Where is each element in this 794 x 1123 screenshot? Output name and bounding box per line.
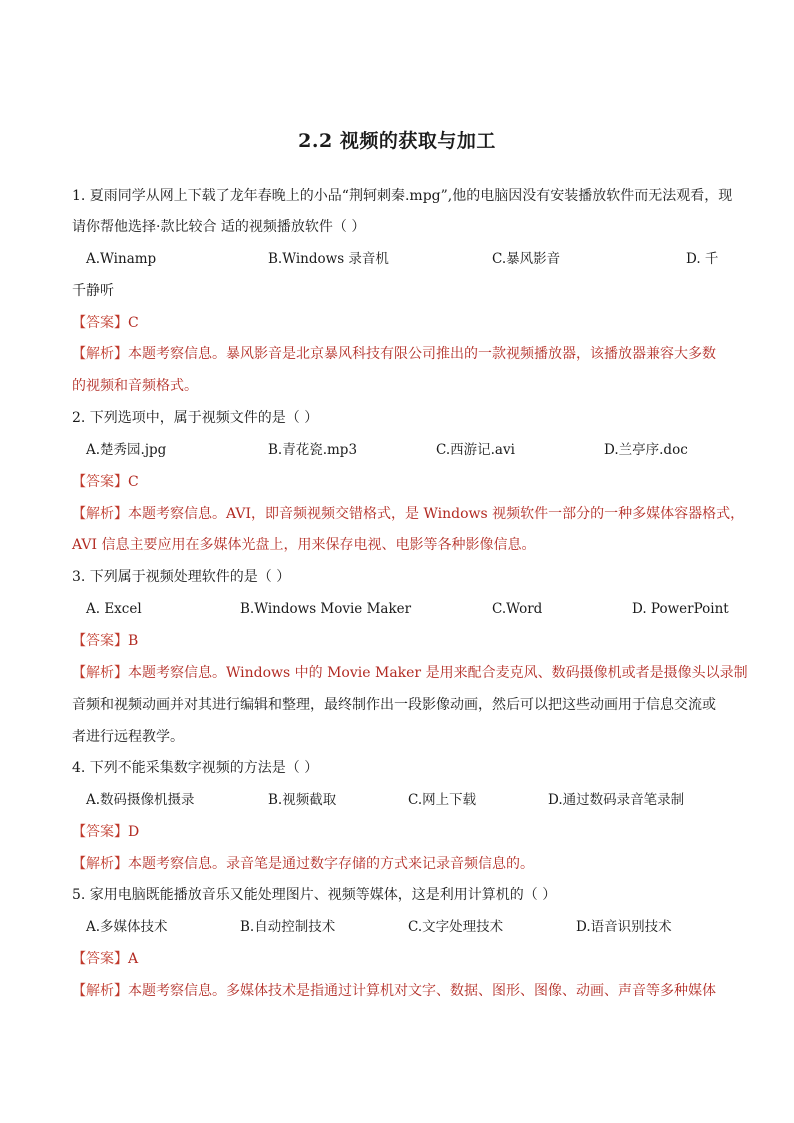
question-3-explanation-line-3: 者进行远程教学。 [72,729,184,745]
question-4-answer [72,822,724,842]
question-2-line-1: 2. 下列选项中，属于视频文件的是（ ） [72,410,319,426]
question-2-option-c: C.西游记.avi [436,442,515,458]
question-2-option-b: B.青花瓷.mp3 [268,442,358,458]
question-1-option-d-continued: 千静听 [72,283,114,299]
question-1-answer [72,313,724,333]
question-5-option-b: B.自动控制技术 [240,919,336,935]
explanation-tag: 【解析】 [72,665,128,681]
question-1-option-c: C.暴风影音 [492,251,561,267]
explanation-text: 本题考察信息。Windows 中的 Movie Maker 是用来配合麦克风、数码摄像机或者是摄像头以录制 [128,665,748,681]
answer-value: C [128,474,139,490]
question-3-option-b: B.Windows Movie Maker [240,601,412,617]
explanation-text: 本题考察信息。AVI，即音频视频交错格式，是 Windows 视频软件一部分的一种多媒体容器格式， [128,506,745,522]
question-2-explanation-line-1 [72,504,745,524]
question-3-option-c: C.Word [492,601,543,617]
question-5-option-d: D.语音识别技术 [576,919,672,935]
page-title: 2.2 视频的获取与加工 [298,130,496,152]
answer-value: D [128,824,140,840]
question-2-option-a: A.楚秀园.jpg [86,442,167,458]
answer-tag: 【答案】 [72,824,128,840]
question-1-line-2: 请你帮他选择·款比较合 适的视频播放软件（ ） [72,219,366,235]
explanation-text: 本题考察信息。暴风影音是北京暴风科技有限公司推出的一款视频播放器，该播放器兼容大多数 [128,346,716,362]
question-1-option-b: B.Windows 录音机 [268,251,389,267]
answer-value: B [128,633,139,649]
question-4-line-1: 4. 下列不能采集数字视频的方法是（ ） [72,760,319,776]
explanation-tag: 【解析】 [72,346,128,362]
explanation-text: 本题考察信息。录音笔是通过数字存储的方式来记录音频信息的。 [128,856,534,872]
question-3-line-1: 3. 下列属于视频处理软件的是（ ） [72,569,291,585]
question-4-option-c: C.网上下载 [408,792,477,808]
explanation-tag: 【解析】 [72,983,128,999]
question-1-option-a: A.Winamp [86,251,157,267]
question-3-option-a: A. Excel [86,601,142,617]
answer-value: A [128,951,139,967]
question-1-explanation-line-2: 的视频和音频格式。 [72,378,198,394]
question-4-option-a: A.数码摄像机摄录 [86,792,195,808]
question-5-line-1: 5. 家用电脑既能播放音乐又能处理图片、视频等媒体，这是利用计算机的（ ） [72,887,557,903]
question-2-answer [72,472,724,492]
answer-tag: 【答案】 [72,633,128,649]
answer-tag: 【答案】 [72,951,128,967]
question-5-option-a: A.多媒体技术 [86,919,168,935]
question-5-answer [72,949,724,969]
question-2-explanation-line-2: AVI 信息主要应用在多媒体光盘上，用来保存电视、电影等各种影像信息。 [72,537,536,553]
explanation-tag: 【解析】 [72,856,128,872]
question-3-explanation-line-2: 音频和视频动画并对其进行编辑和整理，最终制作出一段影像动画，然后可以把这些动画用于信息交流或 [72,697,716,713]
question-3-answer [72,631,724,651]
question-3-explanation-line-1 [72,663,748,683]
question-1-option-d: D. 千 [686,251,719,267]
question-1-line-1: 1. 夏雨同学从网上下载了龙年春晚上的小品“荆轲刺秦.mpg”,他的电脑因没有安装播放软件而无法观看，现 [72,188,733,204]
answer-tag: 【答案】 [72,474,128,490]
answer-tag: 【答案】 [72,315,128,331]
question-4-explanation-line-1 [72,854,724,874]
explanation-text: 本题考察信息。多媒体技术是指通过计算机对文字、数据、图形、图像、动画、声音等多种媒体 [128,983,716,999]
question-1-explanation-line-1 [72,344,724,364]
question-3-option-d: D. PowerPoint [632,601,729,617]
question-5-explanation-line-1 [72,981,724,1001]
answer-value: C [128,315,139,331]
explanation-tag: 【解析】 [72,506,128,522]
question-5-option-c: C.文字处理技术 [408,919,504,935]
question-4-option-d: D.通过数码录音笔录制 [548,792,685,808]
question-4-option-b: B.视频截取 [268,792,337,808]
question-2-option-d: D.兰亭序.doc [604,442,688,458]
